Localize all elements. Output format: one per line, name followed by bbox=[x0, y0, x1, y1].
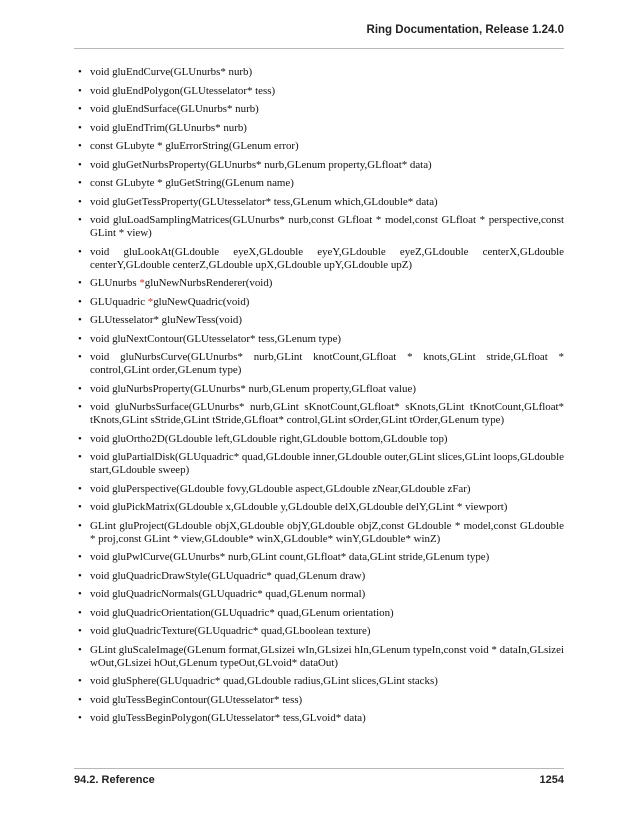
list-item: • void gluLookAt(GLdouble eyeX,GLdouble eyeY,GLdouble eyeZ,GLdouble centerX,GLdouble centerY,GLdouble centerZ,GLdouble upX,GLdouble upY,GLdouble upZ) bbox=[74, 246, 564, 272]
list-item: • void gluEndTrim(GLUnurbs* nurb) bbox=[74, 122, 564, 135]
list-item: • void gluTessBeginPolygon(GLUtesselator* tess,GLvoid* data) bbox=[74, 712, 564, 725]
footer-divider bbox=[74, 768, 564, 769]
item-function-name: gluNewQuadric(void) bbox=[153, 295, 250, 308]
list-item: • void gluGetNurbsProperty(GLUnurbs* nurb,GLenum property,GLfloat* data) bbox=[74, 159, 564, 172]
list-item: • void gluEndCurve(GLUnurbs* nurb) bbox=[74, 66, 564, 79]
list-item: • void gluPwlCurve(GLUnurbs* nurb,GLint count,GLfloat* data,GLint stride,GLenum type) bbox=[74, 551, 564, 564]
footer-section: 94.2. Reference bbox=[74, 774, 155, 786]
item-return-type: GLUnurbs bbox=[90, 277, 140, 289]
list-item: • void gluQuadricTexture(GLUquadric* quad,GLboolean texture) bbox=[74, 625, 564, 638]
list-item: • void gluNurbsProperty(GLUnurbs* nurb,GLenum property,GLfloat value) bbox=[74, 383, 564, 396]
list-item: • const GLubyte * gluGetString(GLenum name) bbox=[74, 177, 564, 190]
list-item: • void gluNextContour(GLUtesselator* tess,GLenum type) bbox=[74, 333, 564, 346]
item-pointer-star: * bbox=[147, 295, 154, 308]
page-number: 1254 bbox=[539, 774, 564, 786]
list-item: • GLint gluProject(GLdouble objX,GLdouble objY,GLdouble objZ,const GLdouble * model,const GLdouble * proj,const GLint * view,GLdouble* winX,GLdouble* winY,GLdouble* winZ) bbox=[74, 520, 564, 546]
list-item: • void gluTessBeginContour(GLUtesselator* tess) bbox=[74, 694, 564, 707]
function-list bbox=[74, 66, 564, 731]
list-item: • void gluOrtho2D(GLdouble left,GLdouble right,GLdouble bottom,GLdouble top) bbox=[74, 433, 564, 446]
list-item: • void gluSphere(GLUquadric* quad,GLdouble radius,GLint slices,GLint stacks) bbox=[74, 675, 564, 688]
header-divider bbox=[74, 48, 564, 49]
running-header: Ring Documentation, Release 1.24.0 bbox=[366, 24, 564, 36]
list-item: • void gluNurbsSurface(GLUnurbs* nurb,GLint sKnotCount,GLfloat* sKnots,GLint tKnotCount,GLfloat* tKnots,GLint sStride,GLint tStride,GLfloat* control,GLint sOrder,GLint tOrder,GLenum type) bbox=[74, 401, 564, 427]
list-item: • void gluLoadSamplingMatrices(GLUnurbs* nurb,const GLfloat * model,const GLfloat * perspective,const GLint * view) bbox=[74, 214, 564, 240]
list-item: • void gluQuadricNormals(GLUquadric* quad,GLenum normal) bbox=[74, 588, 564, 601]
list-item: • void gluQuadricOrientation(GLUquadric* quad,GLenum orientation) bbox=[74, 607, 564, 620]
item-function-name: gluNewNurbsRenderer(void) bbox=[144, 277, 273, 289]
item-pointer-star: * bbox=[139, 277, 145, 289]
list-item: • void gluPickMatrix(GLdouble x,GLdouble y,GLdouble delX,GLdouble delY,GLint * viewport) bbox=[74, 501, 564, 514]
list-item: • const GLubyte * gluErrorString(GLenum error) bbox=[74, 140, 564, 153]
list-item: • void gluEndPolygon(GLUtesselator* tess) bbox=[74, 85, 564, 98]
list-item: • void gluGetTessProperty(GLUtesselator* tess,GLenum which,GLdouble* data) bbox=[74, 196, 564, 209]
list-item: • void gluPartialDisk(GLUquadric* quad,GLdouble inner,GLdouble outer,GLint slices,GLint loops,GLdouble start,GLdouble sweep) bbox=[74, 451, 564, 477]
list-item bbox=[74, 296, 564, 309]
list-item: • void gluPerspective(GLdouble fovy,GLdouble aspect,GLdouble zNear,GLdouble zFar) bbox=[74, 483, 564, 496]
list-item: • GLUtesselator* gluNewTess(void) bbox=[74, 314, 564, 327]
list-item: • GLint gluScaleImage(GLenum format,GLsizei wIn,GLsizei hIn,GLenum typeIn,const void * dataIn,GLsizei wOut,GLsizei hOut,GLenum typeOut,GLvoid* dataOut) bbox=[74, 644, 564, 670]
list-item: • void gluQuadricDrawStyle(GLUquadric* quad,GLenum draw) bbox=[74, 570, 564, 583]
list-item: • void gluNurbsCurve(GLUnurbs* nurb,GLint knotCount,GLfloat * knots,GLint stride,GLfloat * control,GLint order,GLenum type) bbox=[74, 351, 564, 377]
list-item bbox=[74, 277, 564, 290]
list-item: • void gluEndSurface(GLUnurbs* nurb) bbox=[74, 103, 564, 116]
item-return-type: GLUquadric bbox=[90, 295, 148, 308]
